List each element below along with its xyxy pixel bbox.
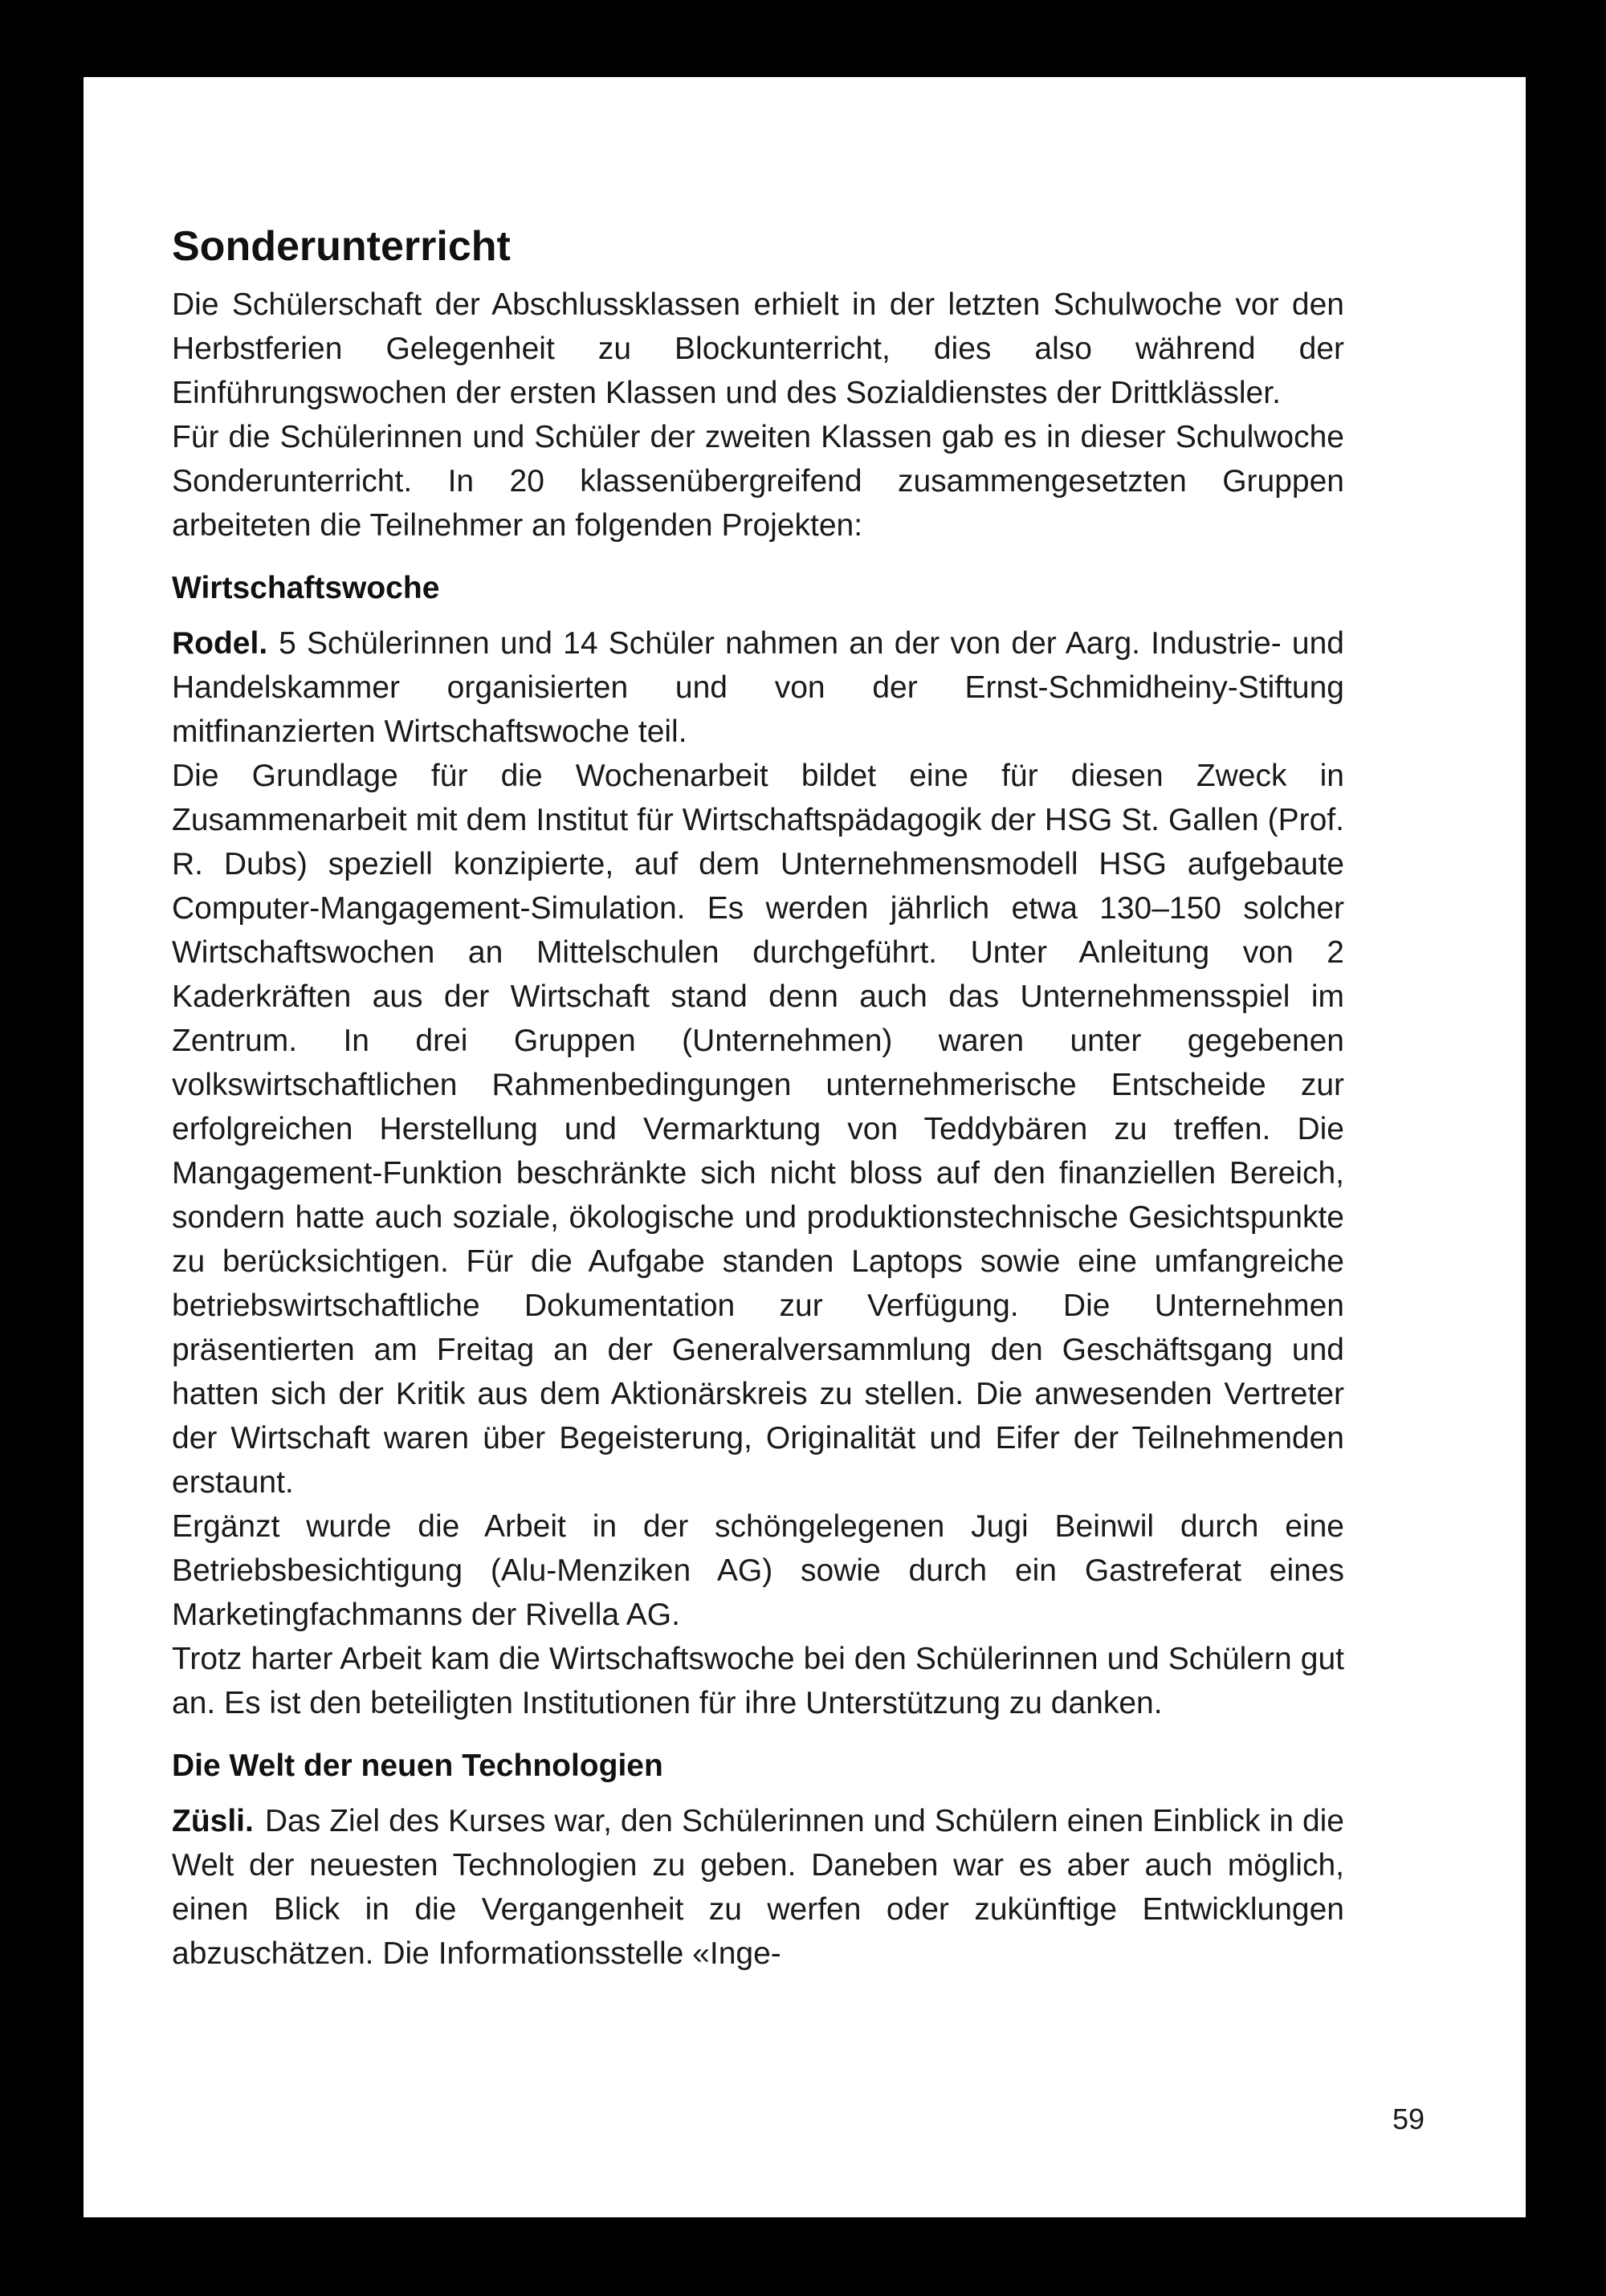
document-page: [84, 77, 1526, 2217]
page-content: [172, 222, 1344, 1997]
paragraph-text: 5 Schülerinnen und 14 Schüler nahmen an der von der Aarg. Industrie- und Handelskammer organisierten und von der Ernst-Schmidheiny-Stiftung mitfinanzierten Wirtschaftswoche teil.: [172, 626, 1344, 749]
author-name: Rodel.: [172, 626, 268, 661]
section-paragraph: Die Grundlage für die Wochenarbeit bildet eine für diesen Zweck in Zusammenarbeit mit dem Institut für Wirtschaftspädagogik der HSG St. Gallen (Prof. R. Dubs) speziell konzipierte, auf dem Unternehmensmodell HSG aufgebaute Computer-Mangagement-Simulation. Es werden jährlich etwa 130–150 solcher Wirtschaftswochen an Mittelschulen durchgeführt. Unter Anleitung von 2 Kaderkräften aus der Wirtschaft stand denn auch das Unternehmensspiel im Zentrum. In drei Gruppen (Unternehmen) waren unter gegebenen volkswirtschaftlichen Rahmenbedingungen unternehmerische Entscheide zur erfolgreichen Herstellung und Vermarktung von Teddybären zu treffen. Die Mangagement-Funktion beschränkte sich nicht bloss auf den finanziellen Bereich, sondern hatte auch soziale, ökologische und produktionstechnische Gesichtspunkte zu berücksichtigen. Für die Aufgabe standen Laptops sowie eine umfangreiche betriebswirtschaftliche Dokumentation zur Verfügung. Die Unternehmen präsentierten am Freitag an der Generalversammlung den Geschäftsgang und hatten sich der Kritik aus dem Aktionärskreis zu stellen. Die anwesenden Vertreter der Wirtschaft waren über Begeisterung, Originalität und Eifer der Teilnehmenden erstaunt.: [172, 759, 1344, 1500]
author-name: Züsli.: [172, 1804, 254, 1838]
section-neue-technologien: [172, 1746, 1344, 1976]
section-paragraph: [172, 1799, 1344, 1976]
intro-block: [172, 283, 1344, 548]
page-number: 59: [1392, 2103, 1425, 2135]
section-heading: Wirtschaftswoche: [172, 571, 440, 605]
paragraph-text: Das Ziel des Kurses war, den Schülerinnen und Schülern einen Einblick in die Welt der neuesten Technologien zu geben. Daneben war es aber auch möglich, einen Blick in die Vergangenheit zu werfen oder zukünftige Entwicklungen abzuschätzen. Die Informationsstelle «Inge-: [172, 1804, 1344, 1971]
intro-paragraph: Die Schülerschaft der Abschlussklassen erhielt in der letzten Schulwoche vor den Herbstferien Gelegenheit zu Blockunterricht, dies also während der Einführungswochen der ersten Klassen und des Sozialdienstes der Drittklässler.: [172, 287, 1344, 410]
section-paragraph: Trotz harter Arbeit kam die Wirtschaftswoche bei den Schülerinnen und Schülern gut an. Es ist den beteiligten Institutionen für ihre Unterstützung zu danken.: [172, 1642, 1344, 1720]
section-paragraph: Ergänzt wurde die Arbeit in der schöngelegenen Jugi Beinwil durch eine Betriebsbesichtigung (Alu-Menziken AG) sowie durch ein Gastreferat eines Marketingfachmanns der Rivella AG.: [172, 1509, 1344, 1632]
section-heading: Die Welt der neuen Technologien: [172, 1748, 663, 1783]
section-paragraph: [172, 621, 1344, 754]
section-wirtschaftswoche: [172, 568, 1344, 1725]
intro-paragraph: Für die Schülerinnen und Schüler der zweiten Klassen gab es in dieser Schulwoche Sonderunterricht. In 20 klassenübergreifend zusammengesetzten Gruppen arbeiteten die Teilnehmer an folgenden Projekten:: [172, 420, 1344, 543]
page-title: Sonderunterricht: [172, 223, 511, 270]
